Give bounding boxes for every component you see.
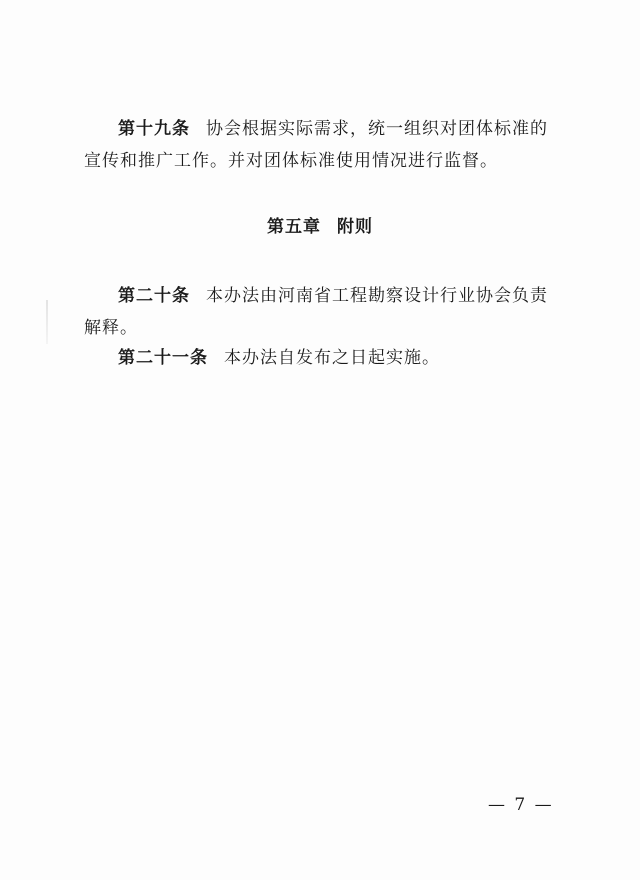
article-21-paragraph xyxy=(84,342,554,374)
article-20-text: 本办法由河南省工程勘察设计行业协会负责解释。 xyxy=(84,286,548,338)
chapter-title: 附则 xyxy=(337,217,373,237)
article-20-number: 第二十条 xyxy=(118,286,190,306)
chapter-number: 第五章 xyxy=(267,217,321,237)
chapter-heading xyxy=(0,212,640,237)
article-19-text: 协会根据实际需求，统一组织对团体标准的宣传和推广工作。并对团体标准使用情况进行监督。 xyxy=(84,119,548,171)
article-21-number: 第二十一条 xyxy=(118,348,208,368)
page-number: — 7 — xyxy=(488,795,554,815)
article-20-paragraph xyxy=(84,280,554,344)
article-19-paragraph xyxy=(84,113,554,177)
scan-artifact xyxy=(46,300,48,344)
article-21-text: 本办法自发布之日起实施。 xyxy=(224,348,440,368)
article-19-number: 第十九条 xyxy=(118,119,190,139)
